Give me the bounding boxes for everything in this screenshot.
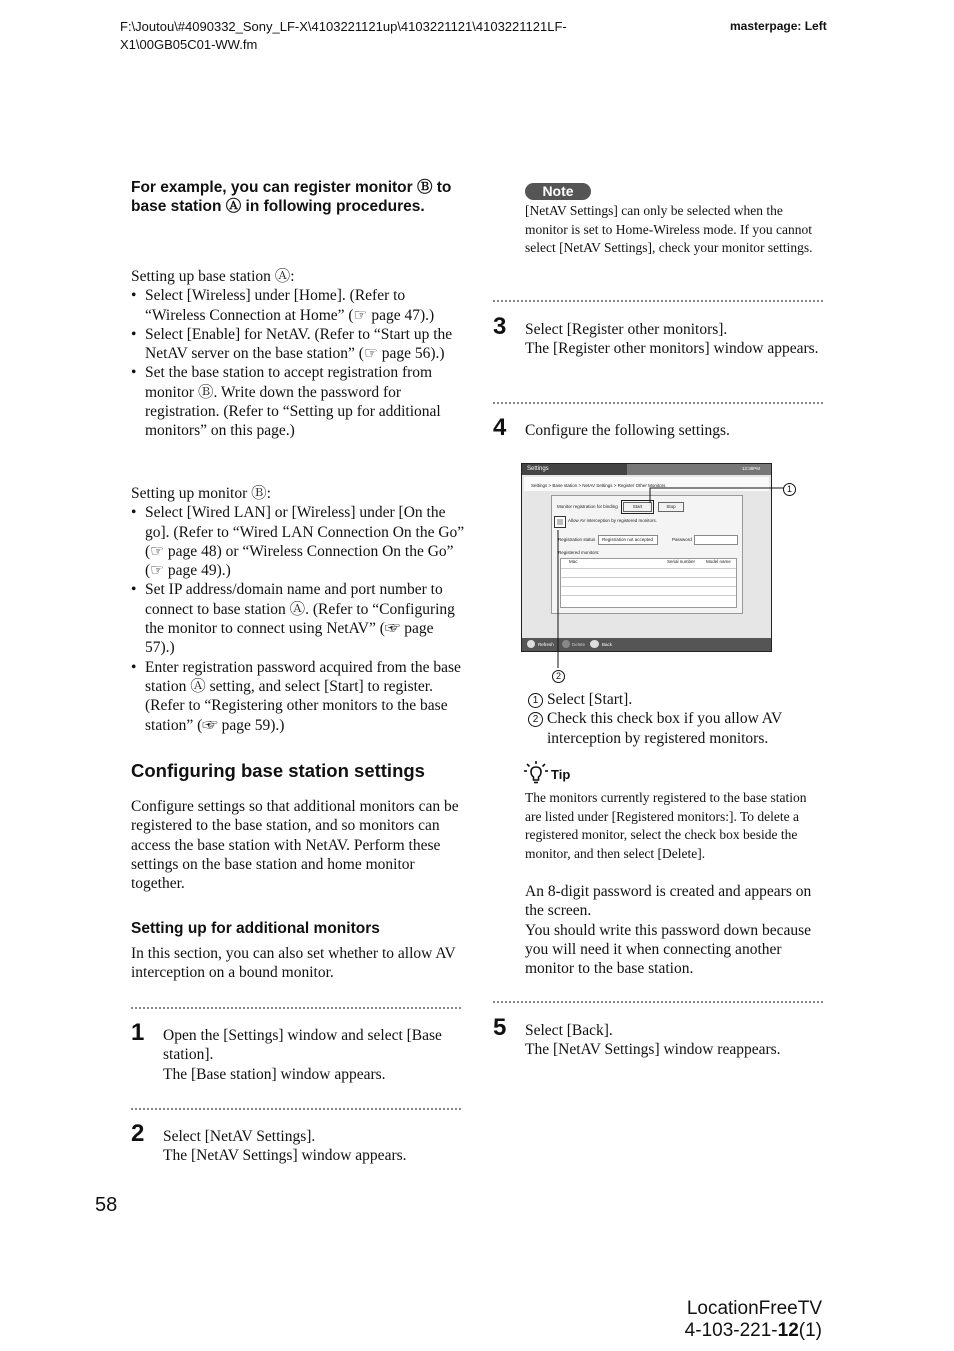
monitor-setup-block bbox=[131, 484, 466, 735]
step-number: 5 bbox=[493, 1014, 507, 1041]
breadcrumb: Settings > Base station > NetAV Settings > Register Other Monitors bbox=[531, 483, 666, 488]
base-bullet: • Set the base station to accept registration from monitor Ⓑ. Write down the password for registration. (Refer to “Setting up for additional monitors” on this page.) bbox=[131, 363, 466, 440]
note-badge: Note bbox=[525, 183, 591, 200]
callout-line-1 bbox=[650, 488, 784, 503]
divider bbox=[493, 300, 823, 302]
divider bbox=[493, 402, 823, 404]
callout-text-1: Select [Start]. bbox=[547, 691, 633, 708]
step-result: The [Base station] window appears. bbox=[163, 1065, 386, 1083]
intro-heading: For example, you can register monitor Ⓑ to base station Ⓐ in following procedures. bbox=[131, 179, 452, 215]
callout-descriptions bbox=[525, 690, 825, 748]
step-result: The [NetAV Settings] window reappears. bbox=[525, 1041, 781, 1059]
base-setup-label: Setting up base station Ⓐ: bbox=[131, 268, 295, 285]
password-label: Password bbox=[672, 537, 692, 542]
col-model: Model name bbox=[706, 559, 731, 564]
footer-product: LocationFreeTV bbox=[686, 1298, 822, 1319]
step-5 bbox=[525, 1021, 825, 1060]
tip-lightbulb-icon bbox=[524, 760, 548, 784]
step-1 bbox=[163, 1026, 463, 1084]
step-text: Select [NetAV Settings]. bbox=[163, 1128, 316, 1145]
footer-code-suffix: (1) bbox=[798, 1320, 822, 1341]
back-button[interactable]: Back bbox=[602, 642, 613, 647]
callout-item-2 bbox=[525, 709, 825, 748]
base-bullet: • Select [Wireless] under [Home]. (Refer to “Wireless Connection at Home” (☞ page 47).) bbox=[131, 286, 466, 325]
subsection-title: Setting up for additional monitors bbox=[131, 920, 380, 937]
footer-code-prefix: 4-103-221- bbox=[684, 1320, 778, 1341]
step-text: Select [Back]. bbox=[525, 1022, 613, 1039]
callout-lines bbox=[540, 480, 800, 680]
step-result: The [NetAV Settings] window appears. bbox=[163, 1147, 407, 1165]
step-text: Open the [Settings] window and select [Base station]. bbox=[163, 1027, 442, 1064]
callout-item-1 bbox=[525, 690, 825, 709]
file-path-line2: X1\00GB05C01-WW.fm bbox=[120, 37, 258, 52]
divider bbox=[131, 1108, 461, 1110]
section-title: Configuring base station settings bbox=[131, 760, 425, 781]
section-body: Configure settings so that additional monitors can be registered to the base station, and so monitors can access the base station with NetAV. Perform these settings on the base station and home monitor together. bbox=[131, 798, 459, 893]
file-path bbox=[120, 18, 680, 54]
password-text: An 8-digit password is created and appears on the screen. You should write this password down because you will need it when connecting another monitor to the base station. bbox=[525, 883, 812, 978]
start-button-label: Start bbox=[632, 504, 643, 509]
monitor-bullet: • Set IP address/domain name and port number to connect to base station Ⓐ. (Refer to “Configuring the monitor to connect using NetAV” (☞ page 57).) bbox=[131, 580, 466, 657]
callout-marker-1: 1 bbox=[783, 483, 796, 496]
status-label: Registration status bbox=[558, 537, 596, 542]
allow-av-label: Allow AV interception by registered monitors. bbox=[568, 518, 657, 523]
step-2 bbox=[163, 1127, 463, 1166]
screenshot-titlebar bbox=[522, 464, 772, 475]
status-value: Registration not accepted bbox=[602, 537, 654, 542]
step-text: Configure the following settings. bbox=[525, 422, 730, 439]
monitor-setup-label: Setting up monitor Ⓑ: bbox=[131, 485, 271, 502]
delete-button[interactable]: Delete bbox=[572, 642, 586, 647]
reg-label: Monitor registration for binding bbox=[557, 504, 618, 509]
callout-index-2: 2 bbox=[528, 712, 543, 727]
footer-code-bold: 12 bbox=[777, 1320, 799, 1341]
step-3 bbox=[525, 320, 825, 359]
divider bbox=[131, 1007, 461, 1009]
footer-product-block bbox=[685, 1298, 822, 1342]
callout-text-2: Check this check box if you allow AV interception by registered monitors. bbox=[547, 710, 782, 747]
col-serial: Serial number bbox=[667, 559, 696, 564]
tip-text: The monitors currently registered to the base station are listed under [Registered monitors:]. To delete a registered monitor, select the check box beside the monitor, and then select [Delete]. bbox=[525, 790, 807, 861]
subsection-body: In this section, you can also set whether to allow AV interception on a bound monitor. bbox=[131, 945, 456, 982]
base-setup-block bbox=[131, 267, 466, 441]
footer-code bbox=[685, 1320, 822, 1342]
screenshot-title: Settings bbox=[527, 466, 549, 472]
screenshot-clock: 12:38PM bbox=[742, 466, 761, 471]
masterpage-label: masterpage: Left bbox=[730, 19, 827, 33]
step-text: Select [Register other monitors]. bbox=[525, 321, 728, 338]
stop-button-label: Stop bbox=[666, 504, 676, 509]
monitor-bullet: • Enter registration password acquired from the base station Ⓐ setting, and select [Start] to register. (Refer to “Registering other monitors to the base station” (☞ page 59).) bbox=[131, 658, 466, 735]
refresh-button[interactable]: Refresh bbox=[538, 642, 554, 647]
monitor-bullet: • Select [Wired LAN] or [Wireless] under [On the go]. (Refer to “Wired LAN Connection On the Go” (☞ page 48) or “Wireless Connection On the Go” (☞ page 49).) bbox=[131, 503, 466, 580]
note-text: [NetAV Settings] can only be selected when the monitor is set to Home-Wireless mode. If you cannot select [NetAV Settings], check your monitor settings. bbox=[525, 203, 813, 256]
step-result: The [Register other monitors] window appears. bbox=[525, 340, 819, 358]
callout-marker-2: 2 bbox=[552, 670, 565, 683]
registered-label: Registered monitors: bbox=[558, 550, 600, 555]
base-bullet: • Select [Enable] for NetAV. (Refer to “Start up the NetAV server on the base station” (☞ page 56).) bbox=[131, 325, 466, 364]
page-number: 58 bbox=[95, 1194, 118, 1216]
tip-label: Tip bbox=[551, 767, 571, 782]
col-mac: Mac bbox=[569, 559, 578, 564]
file-path-line1: F:\Joutou\#4090332_Sony_LF-X\4103221121up\4103221121\4103221121LF- bbox=[120, 19, 567, 34]
step-number: 1 bbox=[131, 1019, 145, 1046]
step-number: 2 bbox=[131, 1120, 145, 1147]
step-number: 3 bbox=[493, 313, 507, 340]
step-number: 4 bbox=[493, 414, 507, 441]
divider bbox=[493, 1001, 823, 1003]
refresh-icon[interactable] bbox=[527, 640, 535, 648]
callout-index-1: 1 bbox=[528, 693, 543, 708]
